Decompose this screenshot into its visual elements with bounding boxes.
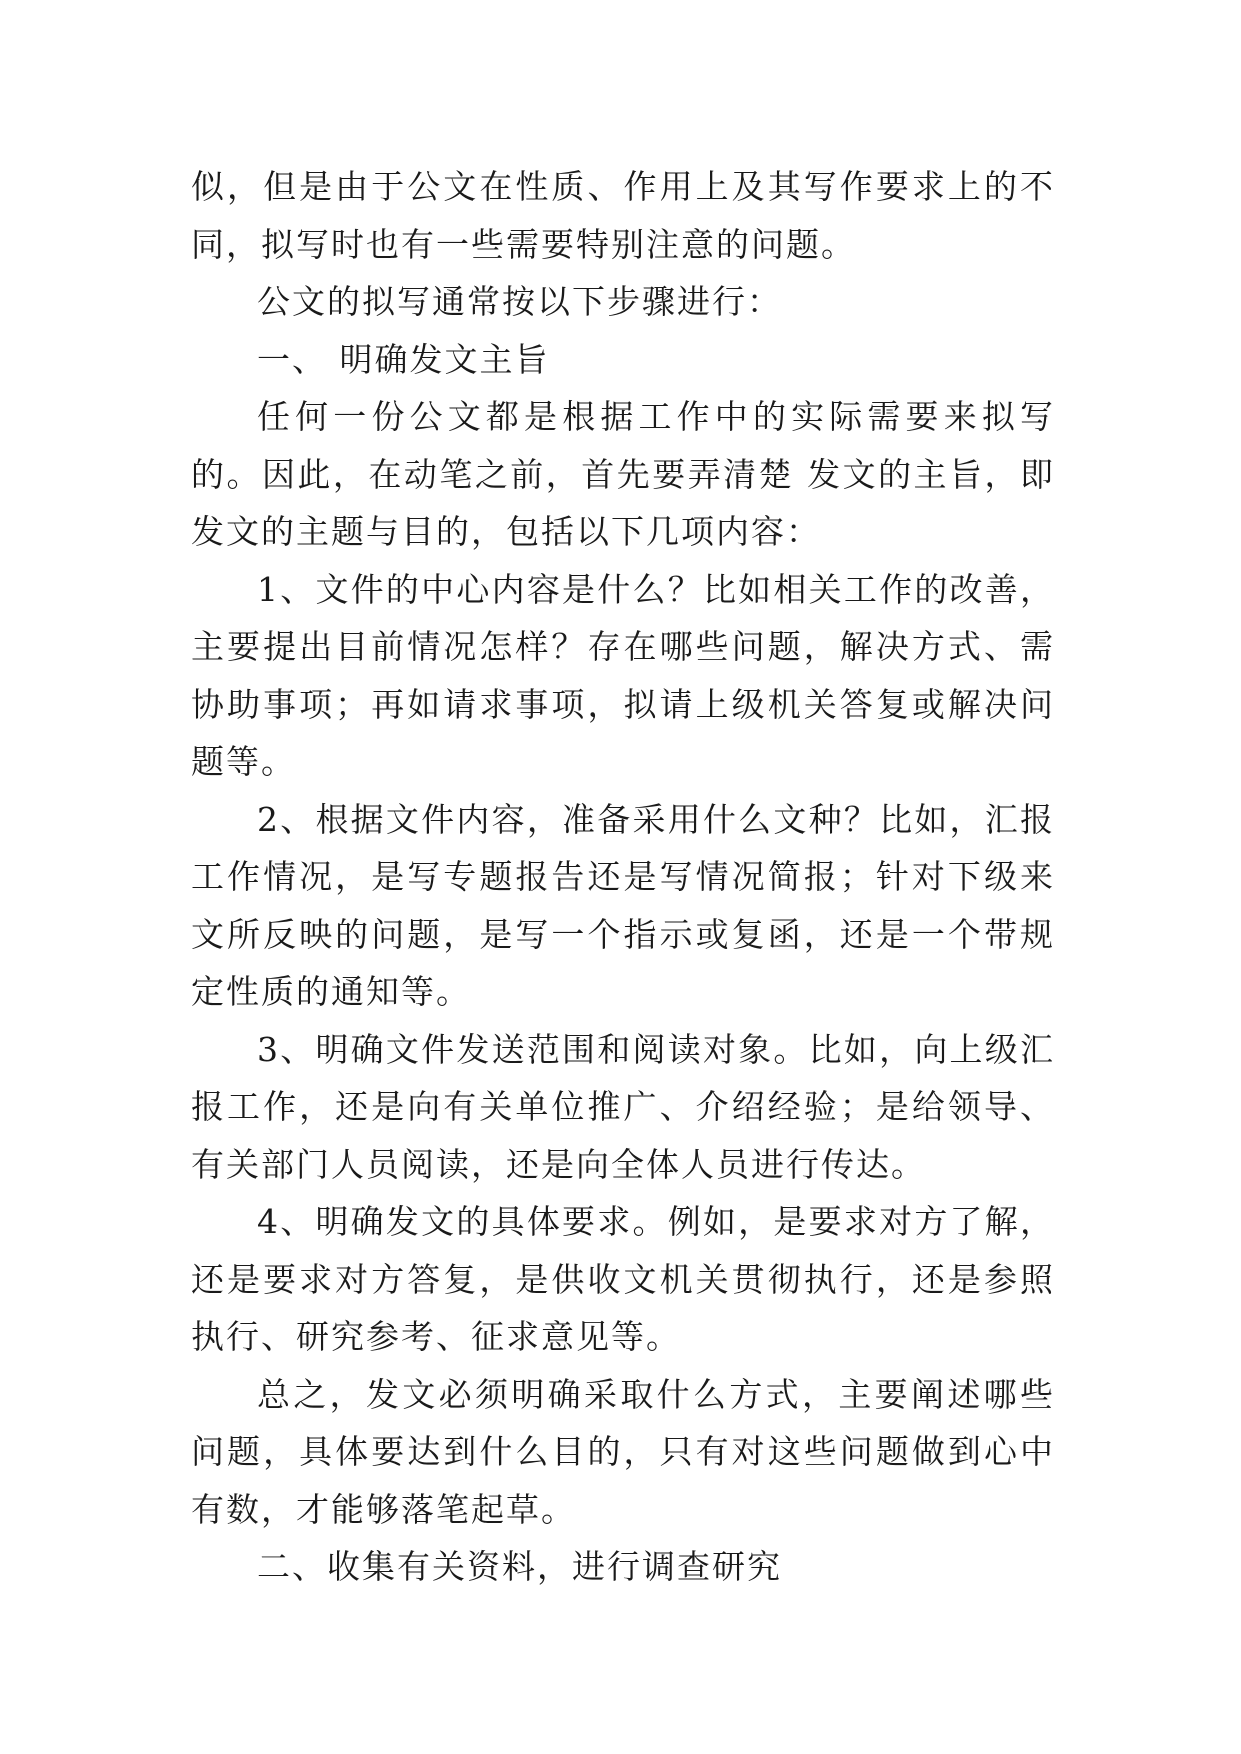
section-heading-1: 一、 明确发文主旨 xyxy=(257,339,550,379)
list-item-2: 2、根据文件内容，准备采用什么文种？比如，汇报工作情况，是写专题报告还是写情况简报；针对下级来文所反映的问题，是写一个指示或复函，还是一个带规定性质的通知等。 xyxy=(191,799,1055,1011)
section-heading-2: 二、收集有关资料，进行调查研究 xyxy=(257,1547,782,1586)
list-item-4: 4、明确发文的具体要求。例如，是要求对方了解，还是要求对方答复，是供收文机关贯彻执行，还是参照执行、研究参考、征求意见等。 xyxy=(191,1202,1055,1356)
paragraph-summary: 总之，发文必须明确采取什么方式，主要阐述哪些问题，具体要达到什么目的，只有对这些问题做到心中有数，才能够落笔起草。 xyxy=(191,1374,1055,1529)
document-body xyxy=(191,158,1055,1596)
paragraph-purpose: 任何一份公文都是根据工作中的实际需要来拟写的。因此，在动笔之前，首先要弄清楚 发文的主旨，即发文的主题与目的，包括以下几项内容： xyxy=(191,397,1055,551)
paragraph-steps-intro: 公文的拟写通常按以下步骤进行： xyxy=(257,282,782,321)
paragraph-continued-intro: 似，但是由于公文在性质、作用上及其写作要求上的不同，拟写时也有一些需要特别注意的问题。 xyxy=(191,167,1055,264)
list-item-3: 3、明确文件发送范围和阅读对象。比如，向上级汇报工作，还是向有关单位推广、介绍经验；是给领导、有关部门人员阅读，还是向全体人员进行传达。 xyxy=(191,1029,1055,1184)
list-item-1: 1、文件的中心内容是什么？比如相关工作的改善，主要提出目前情况怎样？存在哪些问题，解决方式、需协助事项；再如请求事项，拟请上级机关答复或解决问题等。 xyxy=(191,569,1055,781)
